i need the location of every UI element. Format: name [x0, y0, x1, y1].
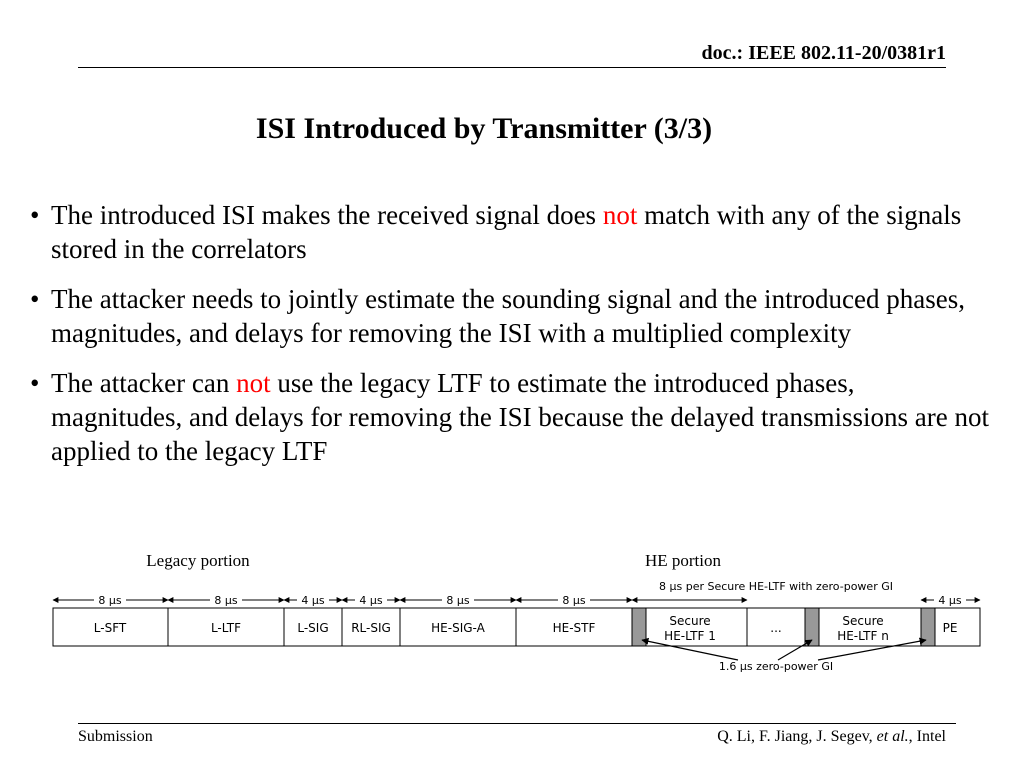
footer-authors	[717, 728, 946, 746]
bullet-highlight-3: not	[236, 368, 271, 398]
duration-label: 4 µs	[359, 594, 383, 607]
he-portion-label: HE portion	[644, 551, 722, 570]
bullet-item: • The attacker needs to jointly estimate the sounding signal and the introduced phases, magnitudes, and delays for removing the ISI with a multiplied complexity	[30, 284, 966, 348]
duration-label: 8 µs	[214, 594, 238, 607]
gi-note: 1.6 µs zero-power GI	[718, 660, 834, 673]
bullet-text-1a: The introduced ISI makes the received signal does	[51, 200, 603, 230]
doc-id: doc.: IEEE 802.11-20/0381r1	[701, 42, 946, 64]
secure-ltf-note: 8 µs per Secure HE-LTF with zero-power GI	[659, 580, 893, 593]
bullet-text-1b: match with any of the signals stored in the correlators	[51, 200, 962, 264]
footer-authors-prefix: Q. Li, F. Jiang, J. Segev,	[717, 728, 877, 745]
bullet-item: • The introduced ISI makes the received signal does not match with any of the signals stored in the correlators	[30, 200, 962, 264]
bullet-item: • The attacker can not use the legacy LTF to estimate the introduced phases, magnitudes, and delays for removing the ISI because the delayed transmissions are not applied to the legacy LTF	[30, 368, 989, 466]
page-title: ISI Introduced by Transmitter (3/3)	[255, 112, 713, 145]
duration-label: 8 µs	[98, 594, 122, 607]
bottom-rule	[78, 723, 956, 724]
field-label-rlsig: RL-SIG	[351, 621, 391, 635]
bullet-highlight-1: not	[602, 200, 638, 230]
duration-label: 8 µs	[562, 594, 586, 607]
field-label-lsig: L-SIG	[297, 621, 329, 635]
field-label-hestf: HE-STF	[552, 621, 596, 635]
field-label-secure-ltf-n: Secure HE-LTF n	[837, 614, 889, 643]
footer-authors-italic: et al.	[876, 728, 909, 745]
field-label-lltf: L-LTF	[210, 621, 242, 635]
footer-submission: Submission	[78, 728, 153, 745]
duration-label: 8 µs	[446, 594, 470, 607]
bullet-text-3a: The attacker can	[51, 368, 237, 398]
field-label-hesiga: HE-SIG-A	[431, 621, 485, 635]
bullet-text-2: The attacker needs to jointly estimate the sounding signal and the introduced phases, magnitudes, and delays for removing the ISI with a multiplied complexity	[51, 284, 966, 348]
field-label-lsft: L-SFT	[93, 621, 127, 635]
field-label-pe: PE	[942, 621, 958, 635]
bullet-text-3b: use the legacy LTF to estimate the introduced phases, magnitudes, and delays for removing the ISI because the delayed transmissions are not applied to the legacy LTF	[51, 368, 989, 466]
duration-label: 4 µs	[301, 594, 325, 607]
footer-authors-suffix: , Intel	[908, 728, 946, 745]
field-label-ellipsis: ...	[770, 621, 782, 635]
field-label-secure-ltf-1: Secure HE-LTF 1	[664, 614, 716, 643]
legacy-portion-label: Legacy portion	[146, 551, 250, 570]
duration-label: 4 µs	[938, 594, 962, 607]
